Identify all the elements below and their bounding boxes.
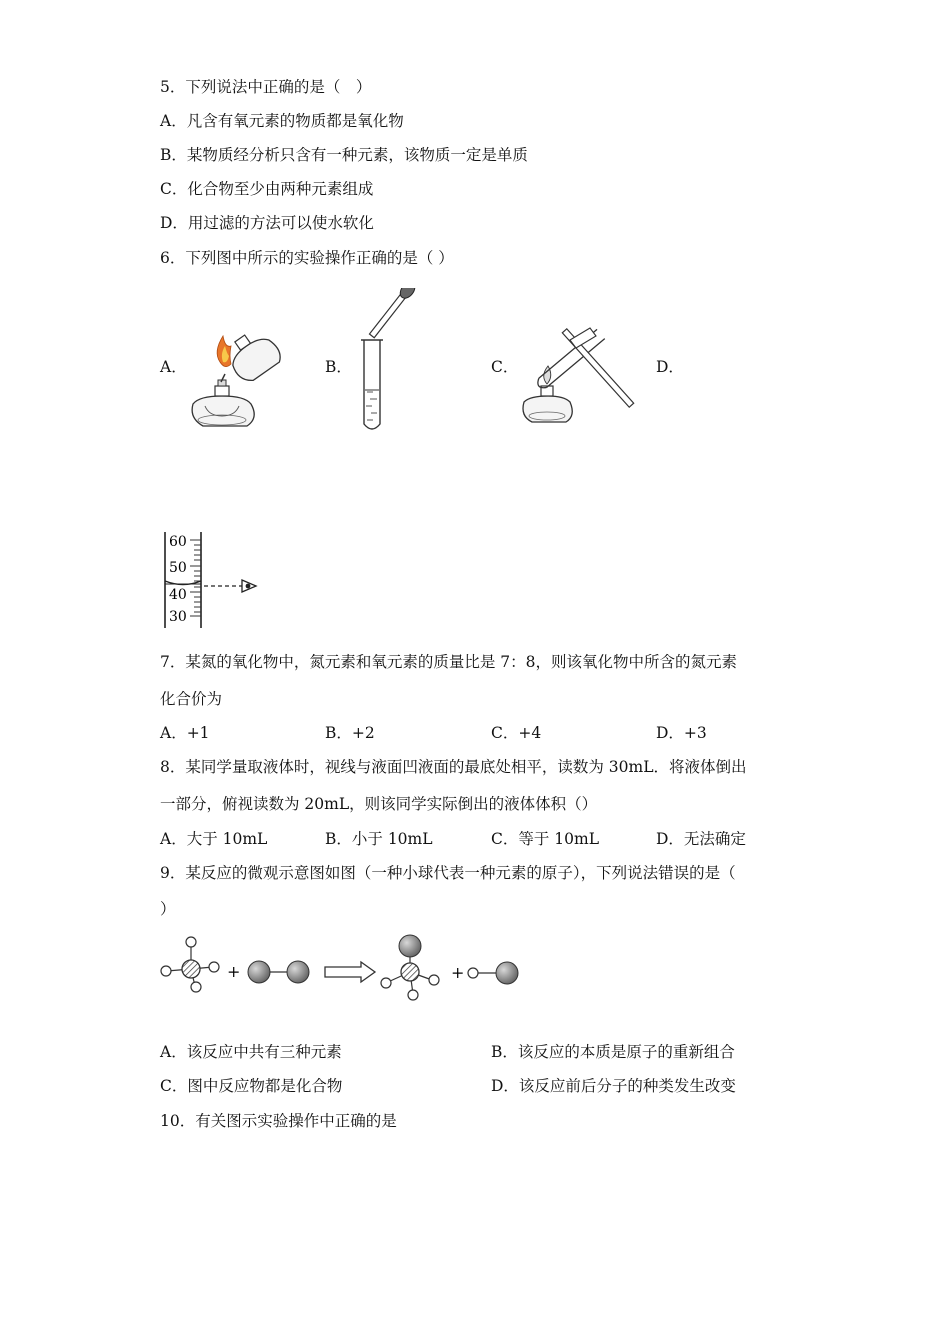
product-molecule-2 [468, 962, 518, 984]
q8-stem-line1: 8．某同学量取液体时，视线与液面凹液面的最底处相平，读数为 30mL．将液体倒出 [160, 758, 747, 776]
q7-option-d: D．+3 [656, 724, 707, 742]
q7-option-a: A．+1 [160, 724, 210, 742]
measuring-cylinder-figure [160, 530, 260, 630]
q9-stem-line2: ） [160, 900, 176, 918]
eye-icon [242, 580, 256, 592]
q8-option-b: B．小于 10mL [325, 830, 433, 848]
cylinder-tick-30: 30 [169, 609, 187, 625]
q7-stem-line1: 7．某氮的氧化物中，氮元素和氧元素的质量比是 7：8，则该氧化物中所含的氮元素 [160, 653, 738, 671]
q8-option-d: D．无法确定 [656, 830, 746, 848]
q6-label-b: B． [325, 358, 352, 376]
q7-option-c: C．+4 [491, 724, 542, 742]
q7-option-b: B．+2 [325, 724, 375, 742]
q9-option-d: D．该反应前后分子的种类发生改变 [491, 1077, 736, 1095]
q5-option-b: B．某物质经分析只含有一种元素，该物质一定是单质 [160, 146, 528, 164]
heating-test-tube-figure [518, 318, 640, 430]
cylinder-tick-40: 40 [169, 587, 187, 603]
reactant-molecule-1 [161, 937, 219, 992]
q8-option-c: C．等于 10mL [491, 830, 600, 848]
q7-stem-line2: 化合价为 [160, 690, 223, 708]
dropper-test-tube-figure [350, 288, 420, 436]
q6-label-a: A． [160, 358, 187, 376]
q9-stem-line1: 9．某反应的微观示意图如图（一种小球代表一种元素的原子），下列说法错误的是（ [160, 864, 736, 882]
reaction-arrow-icon [325, 962, 375, 982]
q9-option-a: A．该反应中共有三种元素 [160, 1043, 342, 1061]
q9-option-b: B．该反应的本质是原子的重新组合 [491, 1043, 735, 1061]
q8-option-a: A．大于 10mL [160, 830, 268, 848]
q5-option-d: D．用过滤的方法可以使水软化 [160, 214, 374, 232]
q5-option-c: C．化合物至少由两种元素组成 [160, 180, 374, 198]
q8-stem-line2: 一部分，俯视读数为 20mL，则该同学实际倒出的液体体积（） [160, 795, 598, 813]
reaction-microdiagram [155, 932, 525, 1004]
q5-stem: 5．下列说法中正确的是（ ） [160, 78, 372, 96]
reaction-plus-2: + [451, 963, 465, 982]
q10-stem: 10．有关图示实验操作中正确的是 [160, 1112, 397, 1130]
q6-stem: 6．下列图中所示的实验操作正确的是（ ） [160, 249, 454, 267]
cylinder-tick-60: 60 [169, 534, 187, 550]
q5-option-a: A．凡含有氧元素的物质都是氧化物 [160, 112, 404, 130]
reactant-molecule-2 [248, 961, 309, 983]
q9-option-c: C．图中反应物都是化合物 [160, 1077, 343, 1095]
q6-label-c: C． [491, 358, 519, 376]
cylinder-tick-50: 50 [169, 560, 187, 576]
reaction-plus-1: + [227, 962, 241, 981]
alcohol-lamp-lighting-figure [185, 322, 290, 434]
q6-label-d: D． [656, 358, 684, 376]
product-molecule-1 [381, 935, 439, 1000]
